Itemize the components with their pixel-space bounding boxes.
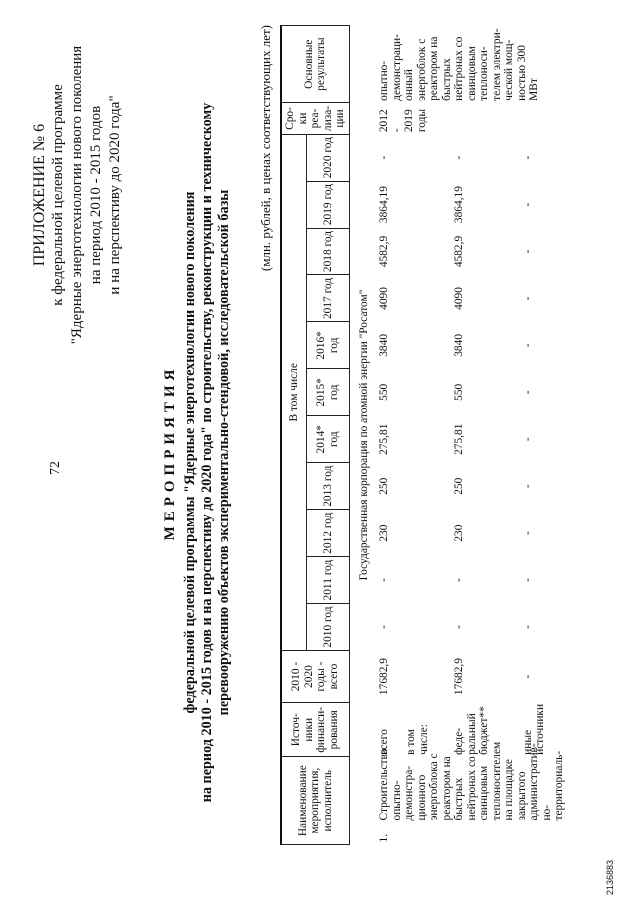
header-source: Источ- ники финанси- рования <box>281 703 349 757</box>
year-value <box>403 134 451 181</box>
year-value: 4090 <box>378 287 390 310</box>
table-row <box>376 26 403 845</box>
header-year: 2020 год <box>307 134 350 181</box>
year-value: 230 <box>453 524 466 542</box>
year-value: - <box>521 343 534 348</box>
year-value <box>403 463 451 510</box>
year-value: 230 <box>378 524 390 542</box>
year-value: 3864,19 <box>378 186 390 224</box>
year-value: - <box>521 390 534 395</box>
source-cell: феде-ральный бюджет** <box>453 706 491 755</box>
year-value: - <box>521 202 534 207</box>
header-year: 2012 год <box>307 510 350 557</box>
year-value: - <box>378 155 390 160</box>
table-row <box>403 26 451 845</box>
year-value: 4090 <box>453 287 466 310</box>
annex-line: ПРИЛОЖЕНИЕ № 6 <box>31 123 48 267</box>
year-value: 275,81 <box>378 423 390 455</box>
subtitle-line: на период 2010 - 2015 годов и на перспективу до 2020 года" по строительству, реконструкции и техническому <box>199 102 215 803</box>
year-value: - <box>521 437 534 442</box>
source-cell: в том числе: <box>405 724 430 755</box>
total-cell: 17682,9 <box>378 658 390 696</box>
agency-row: Государственная корпорация по атомной энергии "Росатом" <box>357 289 370 581</box>
header-year: 2010 год <box>307 604 350 651</box>
year-value: - <box>521 155 534 160</box>
year-value: 3864,19 <box>453 186 466 224</box>
header-year: 2018 год <box>307 228 350 275</box>
header-total: 2010 - 2020 годы - всего <box>281 650 349 702</box>
annex-line: на период 2010 - 2015 годов <box>88 105 104 285</box>
year-value <box>403 369 451 416</box>
header-year: 2013 год <box>307 463 350 510</box>
year-value <box>403 604 451 651</box>
source-cell: всего <box>378 729 390 755</box>
year-value <box>403 510 451 557</box>
header-year: 2016* год <box>307 322 350 369</box>
year-value: - <box>521 249 534 254</box>
subtitle-line: федеральной целевой программы "Ядерные энерготехнологии нового поколения <box>182 191 198 714</box>
year-value: 4582,9 <box>378 235 390 268</box>
year-value: 3840 <box>378 333 390 357</box>
year-value <box>403 322 451 369</box>
document-code: 2136883 <box>605 859 615 895</box>
table-row <box>451 26 520 845</box>
year-value: 4582,9 <box>453 235 466 268</box>
year-value: - <box>378 578 390 582</box>
total-cell: - <box>521 674 534 679</box>
source-cell: иные источники <box>521 703 547 755</box>
header-year: 2015* год <box>307 369 350 416</box>
annex-line: "Ядерные энерготехнологии нового поколения <box>69 45 85 345</box>
year-value: 250 <box>378 477 390 495</box>
year-value: 550 <box>378 383 390 401</box>
year-value: - <box>453 578 466 582</box>
subtitle-line: перевооружению объектов экспериментально-стендовой, исследовательской базы <box>216 189 232 716</box>
document-subtitle <box>182 60 233 845</box>
units-note: (млн. рублей, в ценах соответствующих лет) <box>258 25 273 272</box>
header-including: В том числе <box>281 134 307 650</box>
header-year: 2011 год <box>307 557 350 604</box>
annex-line: к федеральной целевой программе <box>50 84 66 306</box>
total-cell <box>403 650 451 702</box>
year-value <box>403 416 451 463</box>
annex-line: и на перспективу до 2020 года" <box>107 95 123 295</box>
header-results: Основные результаты <box>281 26 349 103</box>
year-value: 250 <box>453 477 466 495</box>
measure-name: Строительство опытно-демонстра-ционного энергоблока с реактором на быстрых нейтронах со свинцовым теплоносителем на площадке закрытого административ-но-территориаль- <box>378 741 565 821</box>
year-value: 275,81 <box>453 423 466 455</box>
term-cell: 2012 - 2019 годы <box>378 108 428 133</box>
page-number: 72 <box>48 461 63 475</box>
header-name: Наименование мероприятия, исполнитель <box>281 757 349 845</box>
result-cell: опытно-демонстраци-онный энергоблок с реактором на быстрых нейтронах со свинцовым теплоноси-телем электри-ческой мощ-ностью 300 МВт <box>378 28 540 101</box>
year-value <box>403 228 451 275</box>
annex-header <box>30 15 125 375</box>
year-value <box>403 275 451 322</box>
year-value <box>403 181 451 228</box>
measure-number: 1. <box>378 833 390 843</box>
year-value: - <box>521 625 534 629</box>
header-year: 2019 год <box>307 181 350 228</box>
total-cell: 17682,9 <box>453 658 466 696</box>
header-terms: Сро- ки реа- лиза- ции <box>281 103 349 134</box>
measures-table <box>280 25 568 845</box>
header-year: 2017 год <box>307 275 350 322</box>
year-value: - <box>453 155 466 160</box>
year-value: - <box>453 625 466 629</box>
document-title: МЕРОПРИЯТИЯ <box>162 364 178 541</box>
header-year: 2014* год <box>307 416 350 463</box>
year-value: - <box>378 625 390 629</box>
year-value <box>403 557 451 604</box>
year-value: 3840 <box>453 333 466 357</box>
year-value: - <box>521 296 534 301</box>
year-value: - <box>521 531 534 536</box>
year-value: 550 <box>453 383 466 401</box>
year-value: - <box>521 578 534 582</box>
year-value: - <box>521 484 534 489</box>
table-row <box>520 26 568 845</box>
